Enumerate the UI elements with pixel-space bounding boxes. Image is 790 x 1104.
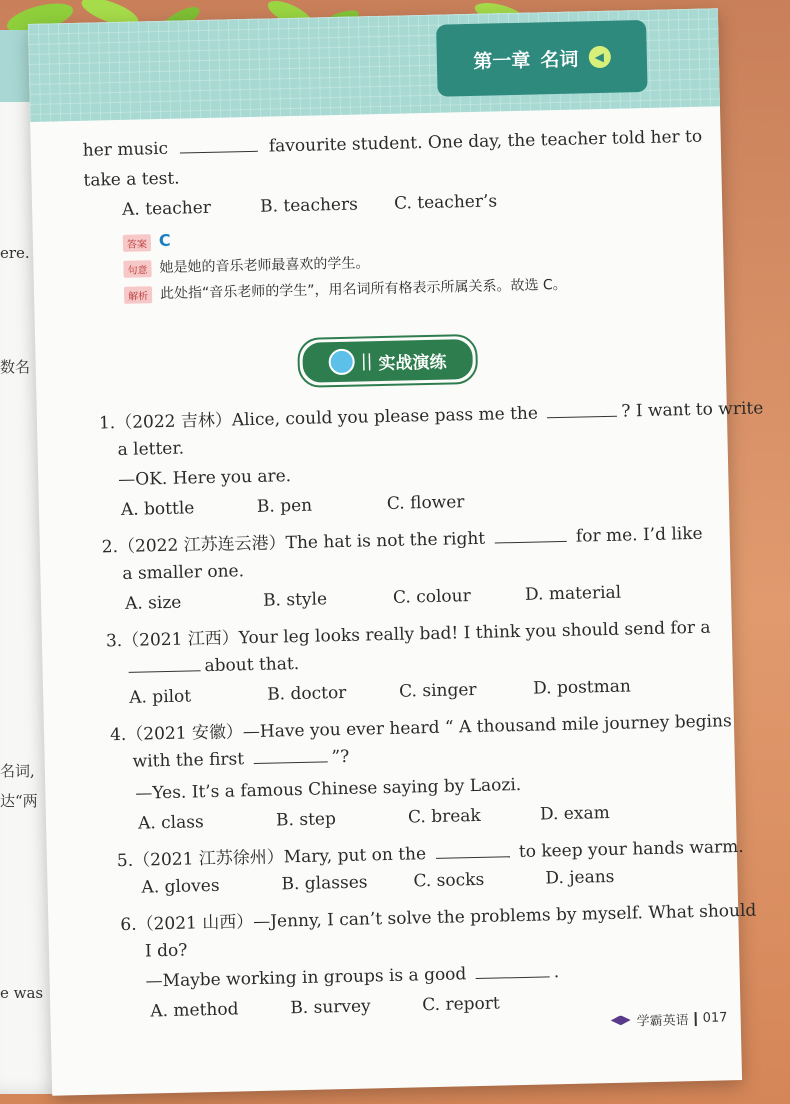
play-arrow-icon: ◀ (588, 46, 610, 68)
question-2: 2.（2022 江苏连云港）The hat is not the right for me. I’d like (101, 523, 703, 558)
meaning-row: 句意 她是她的音乐老师最喜欢的学生。 (123, 252, 369, 278)
question-5: 5.（2021 江苏徐州）Mary, put on the to keep your hands warm. (116, 836, 744, 872)
question-line: —Maybe working in groups is a good . (145, 962, 560, 992)
magnifier-icon (329, 349, 356, 376)
question-4: 4.（2021 安徽）—Have you ever heard “ A thousand mile journey begins (109, 711, 732, 746)
option: D. postman (532, 676, 632, 699)
book-page (28, 8, 764, 1095)
brand-name: 学霸英语 (636, 1013, 689, 1030)
answer-row (123, 231, 171, 252)
left-page-text: 名词, (0, 762, 35, 780)
question-line: a letter. (117, 438, 185, 461)
analysis-row: 解析 此处指“音乐老师的学生”，用名词所有格表示所属关系。故选 C。 (124, 274, 567, 304)
divider (695, 1012, 697, 1026)
option: C. teacher’s (393, 191, 498, 214)
option: A. pilot (129, 686, 192, 708)
option: B. glasses (281, 872, 368, 895)
question-3: 3.（2021 江西）Your leg looks really bad! I think you should send for a (105, 617, 711, 652)
section-heading: || 实战演练 (297, 334, 478, 388)
option: D. material (524, 582, 622, 605)
answer-blank (179, 137, 257, 154)
option: B. doctor (266, 682, 347, 705)
chapter-tab (436, 20, 648, 97)
page-number: 017 (702, 1010, 728, 1026)
example-line: her music favourite student. One day, the teacher told her to (82, 126, 703, 161)
question-1: 1.（2022 吉林）Alice, could you please pass me the ? I want to write (98, 398, 764, 434)
example-line: take a test. (83, 168, 180, 191)
option: A. size (124, 592, 182, 614)
question-line: with the first ”? (132, 746, 350, 772)
option: D. exam (539, 802, 610, 825)
left-page-text: ere. (0, 244, 30, 262)
option: C. socks (413, 869, 485, 892)
question-line: about that. (128, 654, 299, 678)
question-line: a smaller one. (122, 561, 245, 584)
answer-blank (128, 656, 200, 673)
option: D. jeans (545, 866, 615, 889)
question-6: 6.（2021 山西）—Jenny, I can’t solve the problems by myself. What should (120, 900, 757, 936)
option: A. class (137, 812, 204, 834)
option: A. teacher (121, 197, 212, 220)
answer-blank (494, 527, 566, 544)
option: C. singer (398, 679, 477, 702)
section-title: 实战演练 (378, 352, 447, 374)
option: B. survey (290, 996, 371, 1019)
question-line: I do? (144, 940, 188, 962)
option: C. colour (392, 586, 471, 608)
option: C. flower (386, 492, 465, 514)
answer-blank (435, 842, 509, 859)
analysis-tag: 解析 (124, 286, 152, 304)
option: C. break (407, 805, 481, 828)
answer-blank (253, 747, 327, 764)
answer-value: C (158, 230, 171, 251)
option: B. style (262, 589, 328, 611)
option: A. gloves (141, 875, 220, 898)
left-page-text: 达“两 (0, 792, 38, 810)
option: B. step (275, 809, 337, 831)
answer-blank (547, 402, 617, 419)
option: B. pen (256, 495, 313, 517)
left-page-text: 数名 (0, 358, 31, 376)
meaning-tag: 句意 (123, 260, 151, 278)
option: A. method (150, 999, 239, 1022)
graduation-cap-icon (611, 1015, 631, 1025)
answer-blank (475, 962, 549, 979)
left-page-text: e was (0, 984, 44, 1002)
option: B. teachers (259, 194, 359, 217)
answer-tag: 答案 (123, 234, 151, 252)
option: A. bottle (120, 498, 195, 520)
chapter-title: 名词 (540, 47, 579, 71)
question-line: —OK. Here you are. (118, 466, 292, 491)
chapter-number: 第一章 (473, 49, 531, 73)
page-footer (610, 1008, 727, 1030)
option: C. report (422, 993, 500, 1016)
question-line: —Yes. It’s a famous Chinese saying by Laozi. (135, 774, 522, 804)
